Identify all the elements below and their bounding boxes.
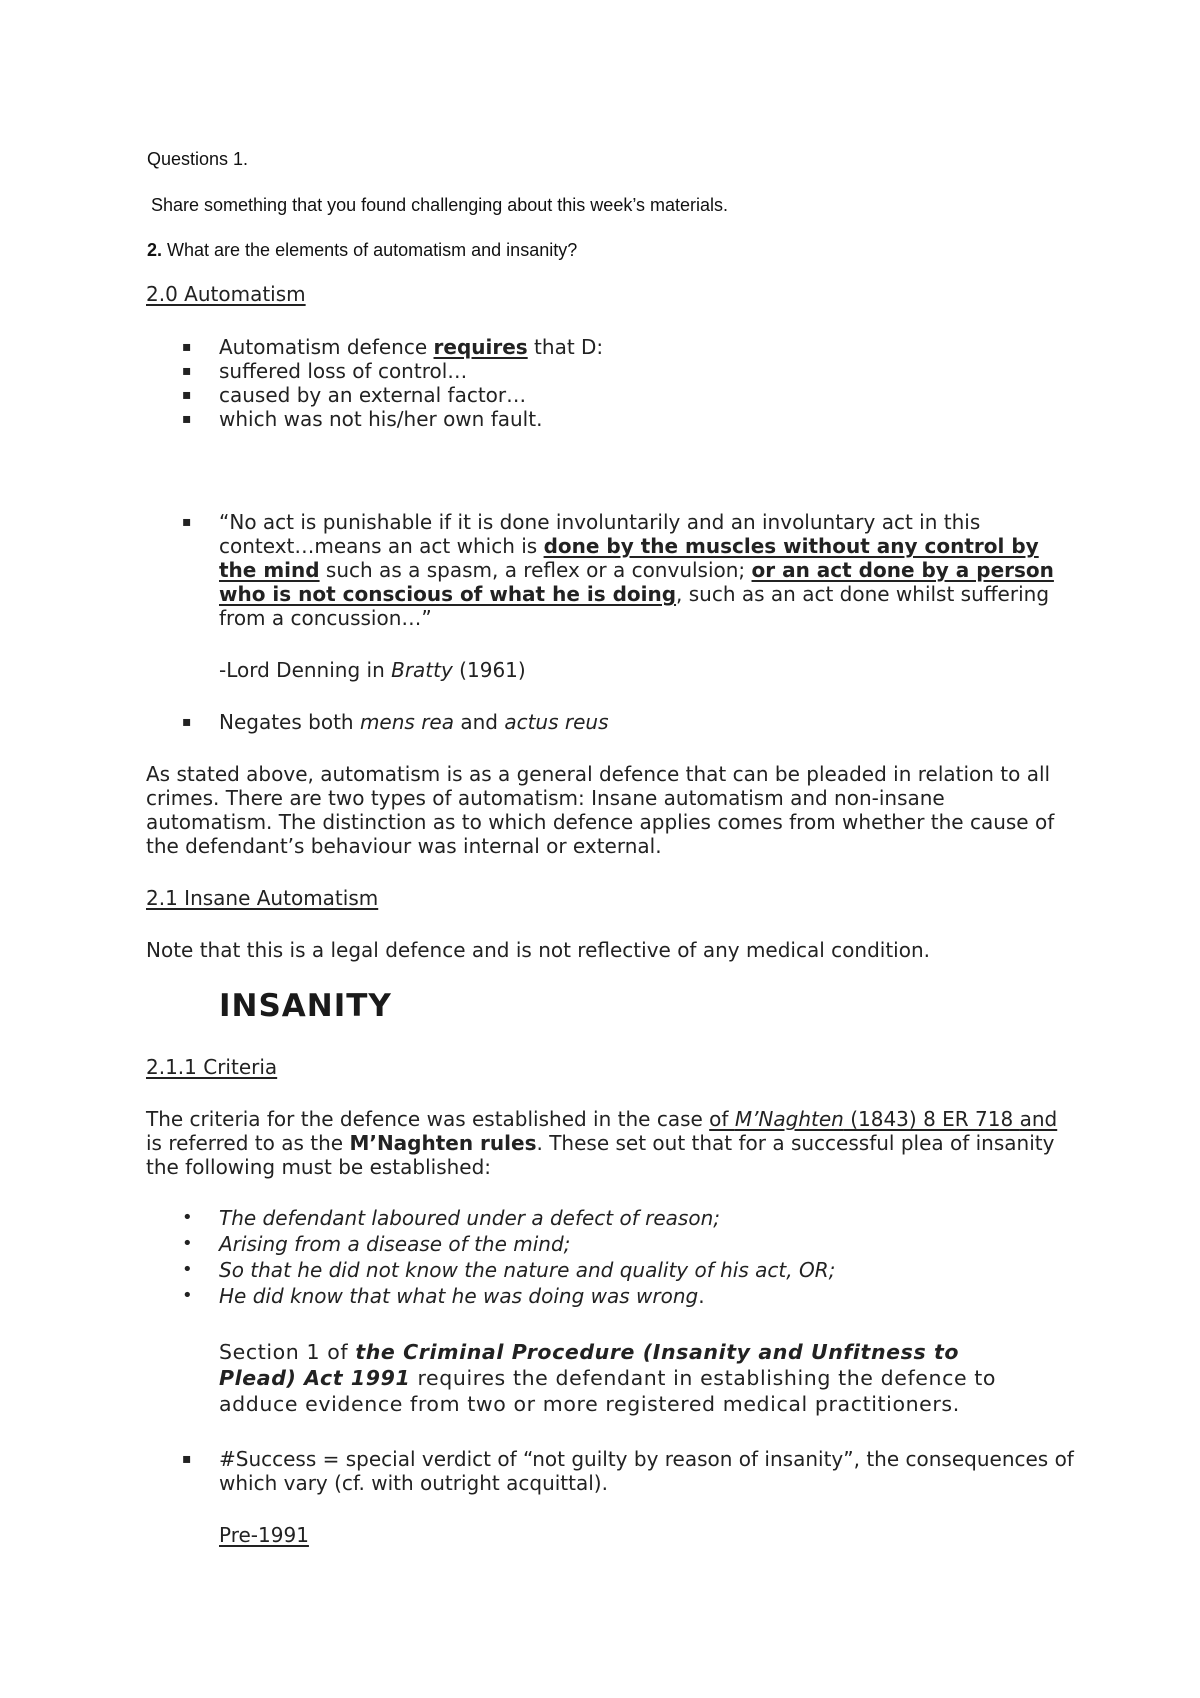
success-item: ▪ #Success = special verdict of “not guilty by reason of insanity”, the consequences of which vary (cf. with outright acquittal).	[182, 1447, 1074, 1495]
bullet-icon: ▪	[182, 411, 192, 427]
list-item: • He did know that what he was doing was wrong.	[182, 1284, 705, 1308]
bullet-icon: ▪	[182, 514, 192, 530]
mnaghten-rules-list	[182, 1205, 1082, 1309]
list-item: ▪ caused by an external factor…	[182, 383, 527, 407]
quote-attribution: -Lord Denning in Bratty (1961)	[219, 658, 526, 682]
bullet-icon: ▪	[182, 714, 192, 730]
questions-label: Questions 1.	[147, 149, 249, 169]
insane-automatism-heading: 2.1 Insane Automatism	[146, 886, 379, 910]
automatism-heading: 2.0 Automatism	[146, 282, 306, 306]
bullet-icon: ▪	[182, 339, 192, 355]
list-item: ▪ which was not his/her own fault.	[182, 407, 543, 431]
automatism-requirements-list	[182, 335, 1082, 431]
question-2-number: 2.	[147, 240, 163, 260]
legal-defence-note: Note that this is a legal defence and is not reflective of any medical condition.	[146, 938, 930, 962]
automatism-paragraph: As stated above, automatism is as a general defence that can be pleaded in relation to all crimes. There are two types of automatism: Insane automatism and non-insane automatism. The distinction as to which defence applies comes from whether the cause of the defendant’s behaviour was internal or external.	[146, 762, 1055, 858]
list-item: • The defendant laboured under a defect of reason;	[182, 1206, 720, 1230]
section-1-paragraph: Section 1 of the Criminal Procedure (Insanity and Unfitness to Plead) Act 1991 requires the defendant in establishing the defence to adduce evidence from two or more registered medical practitioners.	[219, 1340, 997, 1416]
criteria-paragraph: The criteria for the defence was established in the case of M’Naghten (1843) 8 ER 718 and is referred to as the M’Naghten rules. These set out that for a successful plea of insanity the following must be established:	[146, 1107, 1058, 1179]
bullet-icon: ▪	[182, 363, 192, 379]
bullet-icon: ▪	[182, 387, 192, 403]
list-item: • So that he did not know the nature and quality of his act, OR;	[182, 1258, 836, 1282]
list-item: ▪ Negates both mens rea and actus reus	[182, 710, 609, 734]
criteria-heading: 2.1.1 Criteria	[146, 1055, 278, 1079]
bullet-icon: ▪	[182, 1451, 192, 1467]
insanity-title: INSANITY	[219, 988, 392, 1024]
success-list	[182, 1447, 1082, 1495]
list-item: • Arising from a disease of the mind;	[182, 1232, 571, 1256]
bullet-icon: •	[182, 1207, 193, 1228]
pre-1991-heading: Pre-1991	[219, 1523, 309, 1547]
negates-list	[182, 710, 1082, 734]
bullet-icon: •	[182, 1233, 193, 1254]
denning-quote-list	[182, 510, 1062, 630]
list-item: ▪ Automatism defence requires that D:	[182, 335, 604, 359]
question-2-text: What are the elements of automatism and insanity?	[162, 240, 578, 260]
bullet-icon: •	[182, 1285, 193, 1306]
bullet-icon: •	[182, 1259, 193, 1280]
list-item: ▪ suffered loss of control…	[182, 359, 468, 383]
denning-quote: ▪ “No act is punishable if it is done involuntarily and an involuntary act in this context…means an act which is done by the muscles without any control by the mind such as a spasm, a reflex or a convulsion; or an act done by a person who is not conscious of what he is doing, such as an act done whilst suffering from a concussion…”	[182, 510, 1054, 630]
question-1-text: Share something that you found challenging about this week’s materials.	[151, 195, 729, 215]
question-2	[147, 240, 577, 261]
